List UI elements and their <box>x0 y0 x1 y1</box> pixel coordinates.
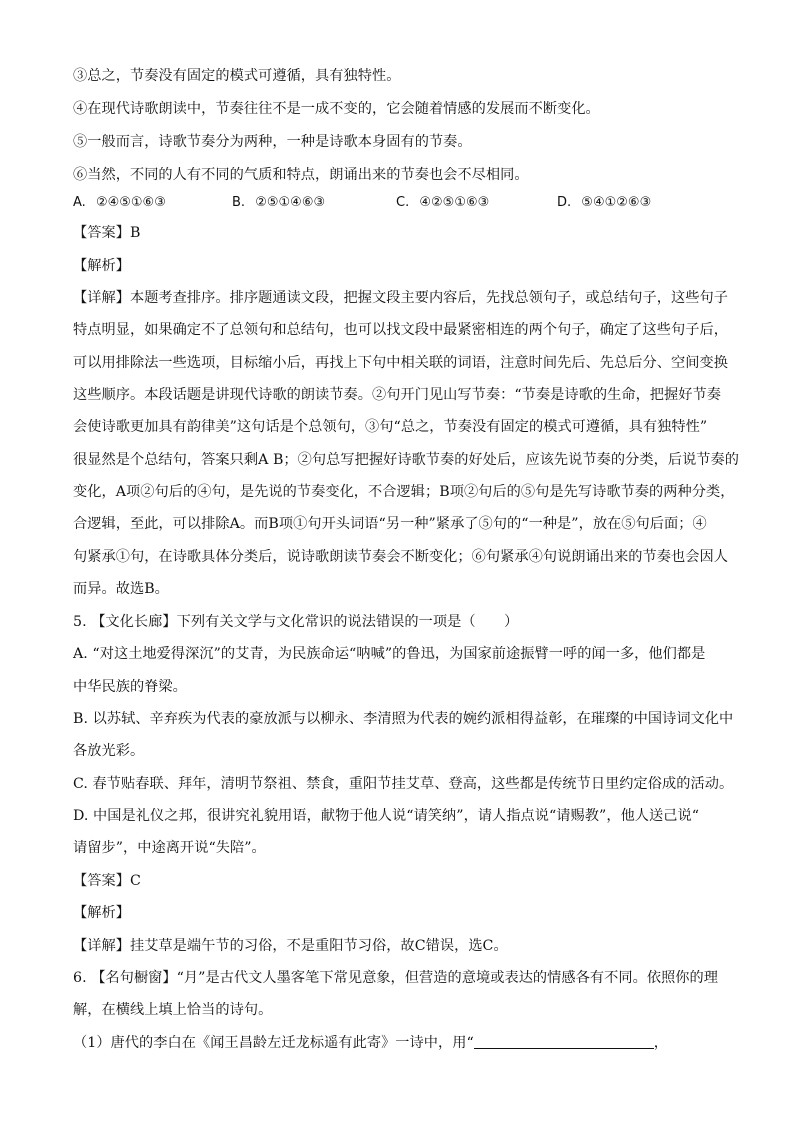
q4-detail-line: 【详解】本题考查排序。排序题通读文段，把握文段主要内容后，先找总领句子，或总结句子，这些句子 <box>73 290 728 306</box>
option-c-letter: C. <box>396 195 410 210</box>
answer-value: B <box>129 225 141 241</box>
q4-detail-line: 可以用排除法一些选项，目标缩小后，再找上下句中相关联的词语，注意时间先后、先总后分、空间变换 <box>73 355 728 371</box>
option-d-letter: D. <box>557 195 572 210</box>
option-b-text: ②⑤①④⑥③ <box>255 195 326 210</box>
option-a-text: ②④⑤①⑥③ <box>95 195 166 210</box>
q5-analysis-label: 【解析】 <box>73 905 130 921</box>
q6-sub1-tail: ， <box>653 1035 669 1051</box>
sentence-3: ③总之，节奏没有固定的模式可遵循，具有独特性。 <box>73 68 401 84</box>
q6-stem-line: 解，在横线上填上恰当的诗句。 <box>73 1002 273 1018</box>
q4-detail-line: 会使诗歌更加具有韵律美”这句话是个总领句，③句“总之，节奏没有固定的模式可遵循，具有独特性” <box>73 419 708 435</box>
q5-line: A. “对这土地爱得深沉”的艾青，为民族命运“呐喊”的鲁迅，为国家前途振臂一呼的闻一多，他们都是 <box>73 646 706 662</box>
q4-detail-line: 合逻辑，至此，可以排除A。而B项①句开头词语“另一种”紧承了⑤句的“一种是”，放在⑤句后面；④ <box>73 516 707 532</box>
answer-blank[interactable] <box>474 1034 654 1049</box>
sentence-5: ⑤一般而言，诗歌节奏分为两种，一种是诗歌本身固有的节奏。 <box>73 134 472 150</box>
q4-detail-line: 特点明显，如果确定不了总领句和总结句，也可以找文段中最紧密相连的两个句子，确定了这些句子后， <box>73 322 728 338</box>
q5-line: D. 中国是礼仪之邦，很讲究礼貌用语，献物于他人说“请笑纳”，请人指点说“请赐教”，他人送己说“ <box>73 808 700 824</box>
option-a <box>73 195 166 210</box>
option-b <box>232 195 325 210</box>
q6-stem-line: 6. 【名句橱窗】“月”是古代文人墨客笔下常见意象，但营造的意境或表达的情感各有不同。依照你的理 <box>73 970 719 986</box>
answer-label: 【答案】 <box>73 225 130 241</box>
option-b-letter: B. <box>232 195 246 210</box>
q4-detail-line: 很显然是个总结句，答案只剩A B；②句总写把握好诗歌节奏的好处后，应该先说节奏的分类，后说节奏的 <box>73 452 740 468</box>
q5-stem: 5. 【文化长廊】下列有关文学与文化常识的说法错误的一项是（ ） <box>73 614 519 630</box>
q5-answer <box>73 871 141 891</box>
q4-detail-line: 句紧承①句，在诗歌具体分类后，说诗歌朗读节奏会不断变化；⑥句紧承④句说朗诵出来的节奏也会因人 <box>73 549 728 565</box>
option-c <box>396 195 489 210</box>
option-c-text: ④②⑤①⑥③ <box>419 195 490 210</box>
option-d-text: ⑤④①②⑥③ <box>581 195 652 210</box>
q5-line: C. 春节贴春联、拜年，清明节祭祖、禁食，重阳节挂艾草、登高，这些都是传统节日里约定俗成的活动。 <box>73 776 734 792</box>
q5-line: 各放光彩。 <box>73 743 145 759</box>
sentence-6: ⑥当然，不同的人有不同的气质和特点，朗诵出来的节奏也会不尽相同。 <box>73 167 529 183</box>
sentence-4: ④在现代诗歌朗读中，节奏往往不是一成不变的，它会随着情感的发展而不断变化。 <box>73 101 600 117</box>
q4-detail-line: 变化，A项②句后的④句，是先说的节奏变化，不合逻辑；B项②句后的⑤句是先写诗歌节奏的两种分类， <box>73 484 735 500</box>
option-d <box>557 195 651 210</box>
q6-sub1 <box>73 1033 668 1053</box>
q5-line: 中华民族的脊梁。 <box>73 679 187 695</box>
answer-label: 【答案】 <box>73 873 130 889</box>
q4-detail-line: 而异。故选B。 <box>73 581 169 597</box>
q4-analysis-label: 【解析】 <box>73 258 130 274</box>
answer-value: C <box>129 873 141 889</box>
q6-sub1-text: （1）唐代的李白在《闻王昌龄左迁龙标遥有此寄》一诗中，用“ <box>73 1035 474 1051</box>
q5-line: B. 以苏轼、辛弃疾为代表的豪放派与以柳永、李清照为代表的婉约派相得益彰，在璀璨的中国诗词文化中 <box>73 711 734 727</box>
q4-detail-line: 这些顺序。本段话题是讲现代诗歌的朗读节奏。②句开门见山写节奏：“节奏是诗歌的生命，把握好节奏 <box>73 387 721 403</box>
q5-detail: 【详解】挂艾草是端午节的习俗，不是重阳节习俗，故C错误，选C。 <box>73 938 508 954</box>
option-a-letter: A. <box>73 195 86 210</box>
q4-answer <box>73 223 140 243</box>
q5-line: 请留步”，中途离开说“失陪”。 <box>73 840 266 856</box>
